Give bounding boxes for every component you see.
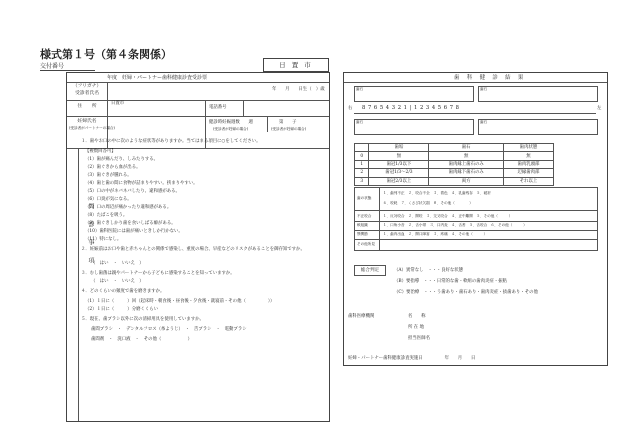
clinic-name-label[interactable]: 名 称: [408, 314, 426, 319]
clinic-label: 歯科医療機関: [348, 314, 375, 319]
table-row: [355, 160, 554, 168]
table-row: [355, 169, 554, 177]
question-option[interactable]: （3）歯ぐきが腫れる。: [85, 173, 132, 178]
question-option[interactable]: （4）歯と歯の間に食物が詰まりやすい。挟まりやすい。: [85, 181, 198, 186]
table-header: 歯垢: [369, 144, 429, 152]
pregnancy-weeks-field[interactable]: 健診時妊娠週数 週: [209, 120, 253, 125]
weeks-sub: (受診者が妊婦の場合): [213, 127, 249, 131]
question-option[interactable]: （11）特になし。: [85, 237, 122, 242]
findings-box: [354, 187, 598, 251]
finding-line[interactable]: １．歯列不正 ２．咬合不全 ３．着色 ４．乳歯残存 ５．破折: [383, 191, 491, 195]
interview-label: 問 診 事 項: [87, 203, 94, 263]
question-option[interactable]: （2）歯ぐきから血が出る。: [85, 165, 141, 170]
quadrant-label: 歯石: [480, 120, 488, 124]
lower-left-box[interactable]: [478, 119, 598, 135]
question-option[interactable]: （ はい ・ いいえ ）: [91, 261, 144, 266]
receipt-number-label: 交付番号: [40, 63, 65, 70]
table-cell: 歯肉縁下歯石のみ: [429, 169, 504, 177]
question-line: ４．どのくらいの頻度で歯を磨きますか。: [81, 289, 165, 294]
table-cell: 歯冠1/3以下: [369, 160, 429, 168]
lower-right-box[interactable]: [354, 119, 474, 135]
table-cell: 両方: [429, 177, 504, 185]
finding-line[interactable]: １．歯肉出血 ２．開口障害 ３．疼痛 ４．その他（ ）: [383, 232, 488, 236]
quadrant-label: 歯石: [356, 87, 364, 91]
table-cell: 歯冠1/3〜2/3: [369, 169, 429, 177]
table-cell: 無: [369, 152, 429, 160]
question-option[interactable]: （9）歯ぐきしかり歯を食いしばる癖がある。: [85, 221, 176, 226]
question-option[interactable]: （6）口臭が気になる。: [85, 197, 132, 202]
child-sub: (受診者が妊婦の場合): [271, 127, 307, 131]
question-option[interactable]: （7）口の周辺が痛かったり違和感がある。: [85, 205, 172, 210]
phone-label: 電話番号: [209, 105, 227, 110]
criteria-table: [354, 143, 554, 186]
receipt-number-field[interactable]: [40, 70, 95, 71]
question-option[interactable]: （1）１日に（ ）回（起床時・朝食後・昼食後・夕食後・就寝前・その他（ ））: [85, 299, 275, 304]
question-option[interactable]: （10）歯科医院には歯が痛いときしか行かない。: [85, 229, 183, 234]
finding-label: 軟組織: [357, 223, 368, 227]
judgment-option[interactable]: （A）異常なし ・・・良好な状態: [394, 268, 464, 273]
question-option[interactable]: （ はい ・ いいえ ）: [91, 279, 144, 284]
finding-label: 顎関節: [357, 232, 368, 236]
pregnant-name-label: 妊婦氏名: [77, 119, 97, 124]
table-cell: 歯冠2/3以上: [369, 177, 429, 185]
finding-line[interactable]: １．反対咬合 ２．開咬 ３．交叉咬合 ４．正中離開 ５．その他（ ）: [383, 214, 513, 218]
question-option[interactable]: 歯間剤 ・ 洗口液 ・ その他（ ）: [91, 337, 192, 342]
consultation-form: [66, 72, 330, 422]
table-cell: 無: [429, 152, 504, 160]
finding-line[interactable]: １．口角小音 ２．舌小帯 ３．口内炎 ４．舌苔 ５．舌咬合 ６．その他（ ）: [383, 223, 527, 227]
finding-label: 歯の状態: [357, 196, 372, 200]
judgment-option[interactable]: （C）要治療 ・・・う歯あり・歯石あり・歯肉炎症・抜歯あり・その他: [394, 290, 538, 295]
table-cell: 辺縁歯肉部: [503, 169, 553, 177]
quadrant-label: 歯石: [356, 120, 364, 124]
question-line: ３．むし歯菌は親やパートナーから子どもに感染することを知っていますか。: [81, 271, 235, 276]
table-header-row: [355, 144, 554, 152]
upper-left-box[interactable]: [478, 86, 598, 102]
table-cell: 無: [503, 152, 553, 160]
form-heading: 年度 妊婦・パートナー歯科健康診査受診票: [107, 75, 208, 81]
city-box: 日 置 市: [263, 58, 329, 72]
doctor-name-label[interactable]: 担当医師名: [408, 336, 430, 341]
side-right-label: 右: [348, 106, 353, 111]
question-line: １．歯やお口の中に次のような症状等がありますか。当てはまる項目に○をしてください。: [81, 139, 261, 144]
pregnant-name-sub: (受診者がパートナーの場合): [69, 126, 115, 130]
other-findings-label: その他所見: [357, 242, 375, 246]
side-left-label: 左: [597, 106, 602, 111]
finding-label: 不正咬合: [357, 214, 372, 218]
table-header: 歯石: [429, 144, 504, 152]
question-option[interactable]: 歯間ブラシ ・ デンタルフロス（糸ようじ） ・ 舌ブラシ ・ 電動ブラシ: [91, 327, 247, 332]
quadrant-label: 歯石: [480, 87, 488, 91]
address-value[interactable]: 日置市: [111, 101, 125, 106]
table-cell: 歯肉乳頭部: [503, 160, 553, 168]
table-row: [355, 152, 554, 160]
result-heading: 歯 科 健 診 結 果: [454, 75, 525, 81]
question-option[interactable]: （8）たばこを吸う。: [85, 213, 128, 218]
finding-line[interactable]: ６．咬耗 ７．くさび状欠損 ８．その他（ ）: [383, 201, 473, 205]
table-header: 歯肉状態: [503, 144, 553, 152]
question-option[interactable]: （5）口の中がネバネバしたり、違和感がある。: [85, 189, 180, 194]
form-number: 様式第１号（第４条関係）: [40, 48, 172, 61]
table-header: [355, 144, 369, 152]
midline: [354, 113, 596, 114]
clinic-location-label[interactable]: 所 在 地: [408, 325, 424, 330]
table-cell: 歯肉縁上歯石のみ: [429, 160, 504, 168]
address-label: 住 所: [77, 104, 97, 109]
table-cell: 2: [355, 169, 369, 177]
question-line: ２．妊娠前はお口や歯と赤ちゃんとの関係で感染し、重度の場合、早産などのリスクがあることを御存知ですか。: [81, 247, 305, 252]
exam-date-field[interactable]: 妊婦・パートナー歯科健康診査実施日 年 月 日: [348, 356, 476, 361]
tooth-numbers: 8 7 6 5 4 3 2 1 | 1 2 3 4 5 6 7 8: [362, 105, 460, 111]
question-line: 【複数回答可】: [85, 149, 116, 154]
upper-right-box[interactable]: [354, 86, 474, 102]
child-order-field[interactable]: 第 子: [279, 120, 297, 125]
question-line: ５．現在、歯ブラシ以外に次の清掃用具を使用していますか。: [81, 317, 204, 322]
judgment-label: 総合判定: [354, 265, 386, 276]
dental-result-form: [343, 72, 608, 366]
table-cell: 0: [355, 152, 369, 160]
question-option[interactable]: （2）１日に（ ）分磨くくらい: [85, 307, 159, 312]
judgment-option[interactable]: （B）要指導 ・・・日常的な歯・軟組の歯肉炎症・振粘: [394, 279, 507, 284]
table-cell: それ以上: [503, 177, 553, 185]
table-row: [355, 177, 554, 185]
question-option[interactable]: （1）歯が痛んだり、しみたりする。: [85, 157, 159, 162]
table-cell: 1: [355, 160, 369, 168]
birth-date-field[interactable]: 年 月 日生（ ）歳: [272, 87, 325, 92]
table-cell: 3: [355, 177, 369, 185]
name-label: 受診者氏名: [75, 91, 99, 96]
furigana-label: （フリガナ）: [72, 84, 102, 89]
